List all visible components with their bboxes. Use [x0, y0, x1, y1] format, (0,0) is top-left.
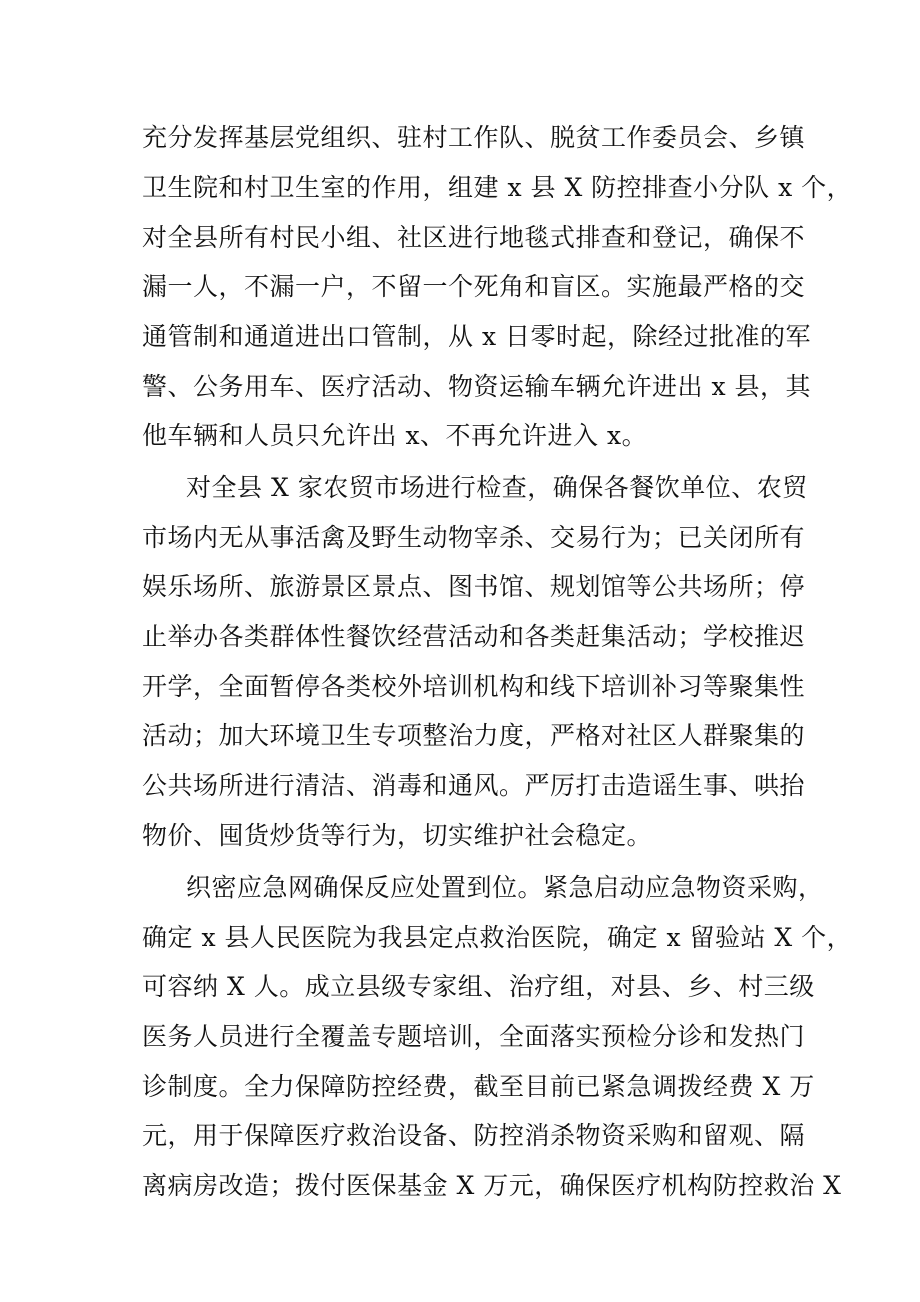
text-line: 市场内无从事活禽及野生动物宰杀、交易行为；已关闭所有 [142, 523, 806, 552]
text-line: 活动；加大环境卫生专项整治力度，严格对社区人群聚集的 [142, 721, 806, 750]
text-line: 离病房改造；拨付医保基金 X 万元，确保医疗机构防控救治 X [142, 1171, 842, 1200]
text-line: 织密应急网确保反应处置到位。紧急启动应急物资采购， [186, 873, 824, 902]
text-line: 娱乐场所、旅游景区景点、图书馆、规划馆等公共场所；停 [142, 572, 806, 601]
text-line: 开学，全面暂停各类校外培训机构和线下培训补习等聚集性 [142, 672, 806, 701]
text-line: 公共场所进行清洁、消毒和通风。严厉打击造谣生事、哄抬 [142, 771, 806, 800]
text-line: 充分发挥基层党组织、驻村工作队、脱贫工作委员会、乡镇 [142, 123, 806, 152]
text-line: 警、公务用车、医疗活动、物资运输车辆允许进出 x 县，其 [142, 372, 811, 401]
text-line: 医务人员进行全覆盖专题培训，全面落实预检分诊和发热门 [142, 1022, 806, 1051]
text-line: 可容纳 X 人。成立县级专家组、治疗组，对县、乡、村三级 [142, 972, 815, 1001]
text-line: 他车辆和人员只允许出 x、不再允许进入 x。 [142, 421, 648, 450]
text-line: 元，用于保障医疗救治设备、防控消杀物资采购和留观、隔 [142, 1121, 806, 1150]
text-line: 卫生院和村卫生室的作用，组建 x 县 X 防控排查小分队 x 个， [142, 173, 853, 202]
text-line: 诊制度。全力保障防控经费，截至目前已紧急调拨经费 X 万 [142, 1072, 815, 1101]
text-line: 对全县 X 家农贸市场进行检查，确保各餐饮单位、农贸 [186, 473, 808, 502]
text-line: 对全县所有村民小组、社区进行地毯式排查和登记，确保不 [142, 223, 806, 252]
text-line: 漏一人，不漏一户，不留一个死角和盲区。实施最严格的交 [142, 272, 806, 301]
text-line: 通管制和通道进出口管制，从 x 日零时起，除经过批准的军 [142, 322, 811, 351]
text-line: 物价、囤货炒货等行为，切实维护社会稳定。 [142, 821, 653, 850]
text-line: 止举办各类群体性餐饮经营活动和各类赶集活动；学校推迟 [142, 622, 806, 651]
text-line: 确定 x 县人民医院为我县定点救治医院，确定 x 留验站 X 个， [142, 923, 853, 952]
